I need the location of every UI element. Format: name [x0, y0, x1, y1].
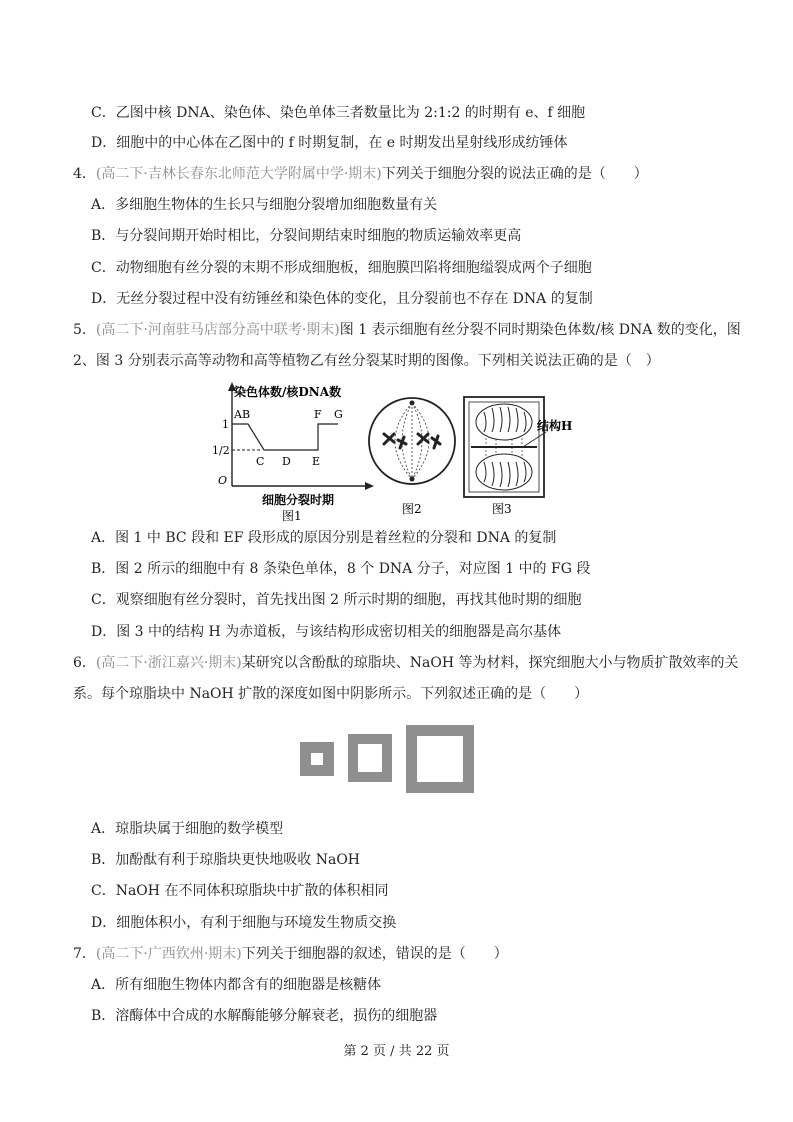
fig1-point-c: C — [256, 455, 265, 468]
q7-option-b: B．溶酶体中合成的水解酶能够分解衰老，损伤的细胞器 — [91, 1008, 438, 1024]
q6-stem-line1 — [73, 653, 738, 673]
q6-stem-line2: 系。每个琼脂块中 NaOH 扩散的深度如图中阴影所示。下列叙述正确的是（ ） — [73, 686, 589, 702]
fig1-ylabel: 染色体数/核DNA数 — [234, 385, 342, 399]
agar-block-large — [406, 725, 474, 793]
fig1-curve — [232, 424, 338, 450]
fig3-caption: 图3 — [492, 502, 512, 516]
fig1-point-ab: AB — [234, 408, 251, 421]
fig1-point-g: G — [334, 408, 343, 421]
fig1-caption: 图1 — [282, 509, 302, 523]
q6-source: (高二下·浙江嘉兴·期末) — [95, 655, 242, 671]
q5-option-d: D．图 3 中的结构 H 为赤道板，与该结构形成密切相关的细胞器是高尔基体 — [91, 624, 562, 640]
fig1-graph — [212, 382, 374, 523]
q4-text: 下列关于细胞分裂的说法正确的是（ ） — [381, 166, 648, 182]
fig1-point-e: E — [312, 455, 321, 468]
q4-option-a: A．多细胞生物体的生长只与细胞分裂增加细胞数量有关 — [91, 197, 438, 213]
q4-stem — [73, 164, 648, 184]
fig2-animal-cell — [369, 398, 455, 516]
q6-agar-blocks-figure — [298, 724, 478, 794]
q4-option-c: C．动物细胞有丝分裂的末期不形成细胞板，细胞膜凹陷将细胞缢裂成两个子细胞 — [91, 260, 592, 276]
q4-option-d: D．无丝分裂过程中没有纺锤丝和染色体的变化，且分裂前也不存在 DNA 的复制 — [91, 291, 593, 307]
q5-option-a: A．图 1 中 BC 段和 EF 段形成的原因分别是着丝粒的分裂和 DNA 的复制 — [91, 530, 557, 546]
q7-text: 下列关于细胞器的叙述，错误的是（ ） — [241, 946, 508, 962]
q4-option-b: B．与分裂间期开始时相比，分裂间期结束时细胞的物质运输效率更高 — [91, 228, 522, 244]
q6-option-d: D．细胞体积小，有利于细胞与环境发生物质交换 — [91, 915, 397, 931]
fig1-xlabel: 细胞分裂时期 — [262, 493, 335, 507]
q5-number: 5． — [73, 322, 96, 338]
fig1-point-f: F — [314, 408, 322, 421]
agar-block-small — [300, 742, 334, 776]
q6-option-b: B．加酚酞有利于琼脂块更快地吸收 NaOH — [91, 852, 361, 868]
q7-stem — [73, 944, 508, 964]
q5-stem-line1 — [73, 320, 741, 340]
q5-text: 图 1 表示细胞有丝分裂不同时期染色体数/核 DNA 数的变化，图 — [339, 322, 741, 338]
fig3-label-h: 结构H — [537, 419, 573, 433]
q3-option-c: C．乙图中核 DNA、染色体、染色单体三者数量比为 2:1:2 的时期有 e、f 细胞 — [91, 105, 586, 121]
q4-number: 4． — [73, 166, 96, 182]
q5-option-c: C．观察细胞有丝分裂时，首先找出图 2 所示时期的细胞，再找其他时期的细胞 — [91, 592, 582, 608]
page-footer: 第 2 页 / 共 22 页 — [343, 1044, 450, 1059]
q5-source: (高二下·河南驻马店部分高中联考·期末) — [95, 322, 340, 338]
fig3-plant-cell — [464, 397, 572, 516]
fig1-y-tick-1: 1 — [222, 418, 229, 431]
fig1-y-tick-half: 1/2 — [212, 444, 230, 457]
fig1-origin: O — [218, 474, 228, 487]
q7-option-a: A．所有细胞生物体内都含有的细胞器是核糖体 — [91, 977, 382, 993]
agar-block-medium — [348, 734, 392, 782]
q6-option-a: A．琼脂块属于细胞的数学模型 — [91, 821, 284, 837]
fig2-caption: 图2 — [402, 502, 422, 516]
q5-stem-line2: 2、图 3 分别表示高等动物和高等植物乙有丝分裂某时期的图像。下列相关说法正确的是（ ） — [73, 353, 660, 369]
q7-source: (高二下·广西钦州·期末) — [95, 946, 242, 962]
q6-text: 某研究以含酚酞的琼脂块、NaOH 等为材料，探究细胞大小与物质扩散效率的关 — [241, 655, 739, 671]
q5-figures — [212, 382, 573, 523]
fig1-point-d: D — [282, 455, 291, 468]
q5-option-b: B．图 2 所示的细胞中有 8 条染色单体，8 个 DNA 分子，对应图 1 中的 FG 段 — [91, 561, 591, 577]
q6-number: 6． — [73, 655, 96, 671]
q4-source: (高二下·吉林长春东北师范大学附属中学·期末) — [95, 166, 382, 182]
q7-number: 7． — [73, 946, 96, 962]
q6-option-c: C．NaOH 在不同体积琼脂块中扩散的体积相同 — [91, 883, 389, 899]
fig1-x-arrow — [365, 482, 374, 490]
q3-option-d: D．细胞中的中心体在乙图中的 f 时期复制，在 e 时期发出星射线形成纺锤体 — [91, 135, 568, 151]
